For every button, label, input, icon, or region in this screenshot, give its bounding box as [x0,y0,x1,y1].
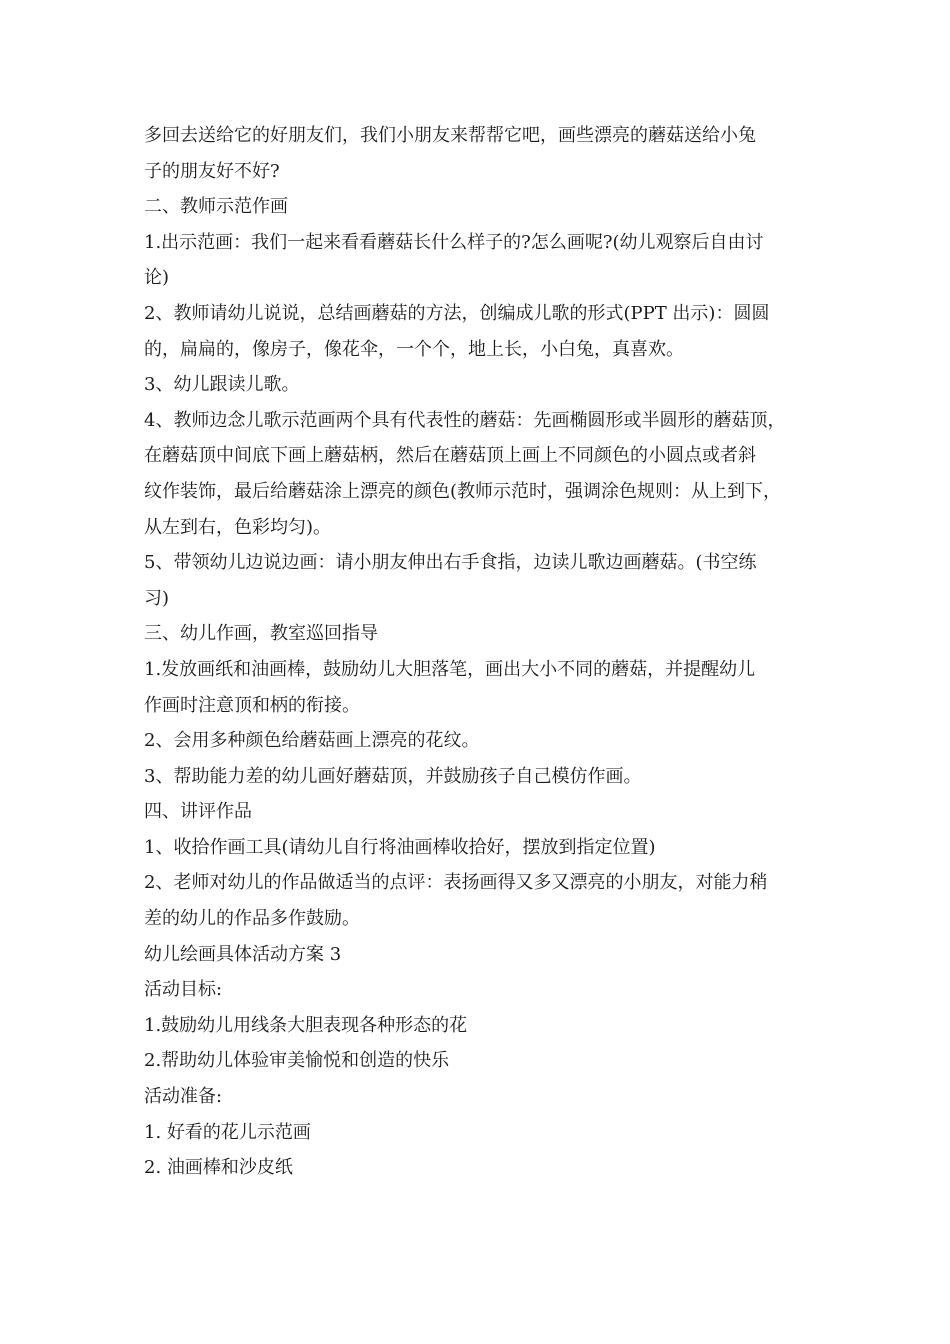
text-line: 多回去送给它的好朋友们，我们小朋友来帮帮它吧，画些漂亮的蘑菇送给小兔 [144,125,756,146]
text-line: 习) [144,587,170,609]
text-line: 纹作装饰，最后给蘑菇涂上漂亮的颜色(教师示范时，强调涂色规则：从上到下， [144,480,782,502]
text-line: 1.发放画纸和油画棒，鼓励幼儿大胆落笔，画出大小不同的蘑菇，并提醒幼儿 [144,658,756,680]
text-line: 四、讲评作品 [144,801,252,823]
text-line: 3、帮助能力差的幼儿画好蘑菇顶，并鼓励孩子自己模仿作画。 [144,765,642,787]
text-line: 三、幼儿作画，教室巡回指导 [144,623,378,645]
text-line: 幼儿绘画具体活动方案 3 [144,943,342,965]
text-line: 子的朋友好不好? [144,160,280,182]
text-line: 2、会用多种颜色给蘑菇画上漂亮的花纹。 [144,730,480,752]
text-line: 5、带领幼儿边说边画：请小朋友伸出右手食指，边读儿歌边画蘑菇。(书空练 [144,552,757,574]
text-line: 的，扁扁的，像房子，像花伞，一个个，地上长，小白兔，真喜欢。 [144,338,684,360]
text-line: 在蘑菇顶中间底下画上蘑菇柄，然后在蘑菇顶上画上不同颜色的小圆点或者斜 [144,445,756,467]
text-line: 2、老师对幼儿的作品做适当的点评：表扬画得又多又漂亮的小朋友，对能力稍 [144,872,768,894]
text-line: 从左到右，色彩均匀)。 [144,516,332,538]
text-line: 1. 好看的花儿示范画 [144,1121,311,1143]
document-body [144,118,824,1186]
text-line: 1.出示范画：我们一起来看看蘑菇长什么样子的?怎么画呢?(幼儿观察后自由讨 [144,231,764,253]
text-line: 4、教师边念儿歌示范画两个具有代表性的蘑菇：先画椭圆形或半圆形的蘑菇顶， [144,409,786,431]
text-line: 2、教师请幼儿说说，总结画蘑菇的方法，创编成儿歌的形式(PPT 出示)：圆圆 [144,302,770,324]
text-line: 作画时注意顶和柄的衔接。 [144,694,360,716]
text-line: 二、教师示范作画 [144,196,288,218]
text-line: 差的幼儿的作品多作鼓励。 [144,908,360,930]
text-line: 活动目标: [144,979,223,1001]
text-line: 2. 油画棒和沙皮纸 [144,1157,293,1179]
text-line: 1.鼓励幼儿用线条大胆表现各种形态的花 [144,1014,468,1036]
text-line: 活动准备: [144,1086,223,1108]
text-line: 2.帮助幼儿体验审美愉悦和创造的快乐 [144,1050,450,1072]
text-line: 论) [144,267,170,289]
text-line: 1、收拾作画工具(请幼儿自行将油画棒收拾好，摆放到指定位置) [144,836,656,858]
text-line: 3、幼儿跟读儿歌。 [144,374,300,396]
